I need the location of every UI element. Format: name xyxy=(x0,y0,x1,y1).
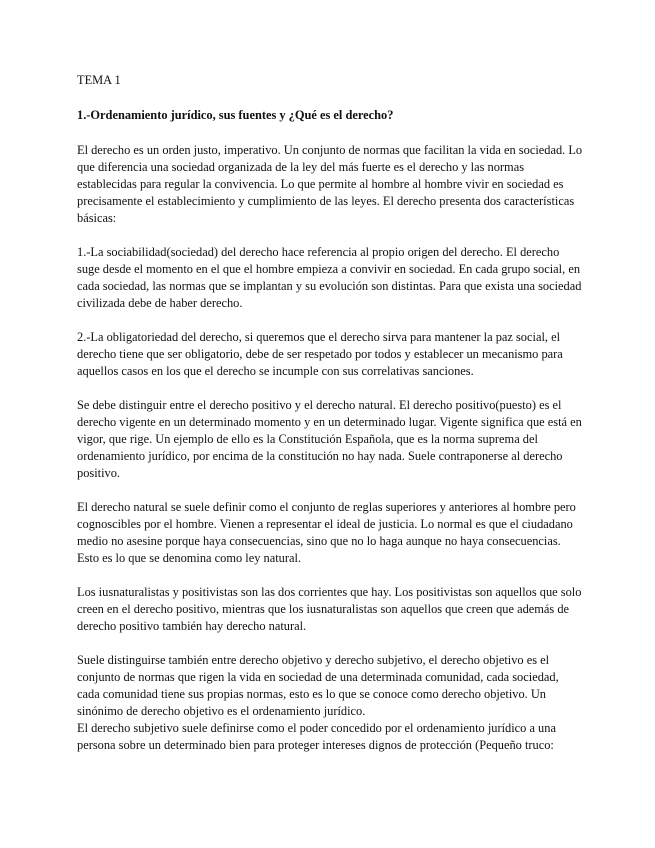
paragraph-derecho-objetivo: Suele distinguirse también entre derecho objetivo y derecho subjetivo, el derecho objetivo es el conjunto de normas que rigen la vida en sociedad de una determinada comunidad, cada sociedad, cada comunidad tiene sus propias normas, esto es lo que se conoce como derecho objetivo. Un sinónimo de derecho objetivo es el ordenamiento jurídico. xyxy=(77,653,559,718)
paragraph-derecho-subjetivo: El derecho subjetivo suele definirse como el poder concedido por el ordenamiento jurídico a una persona sobre un determinado bien para proteger intereses dignos de protección (Pequeño truco: xyxy=(77,721,556,752)
paragraph-intro: El derecho es un orden justo, imperativo. Un conjunto de normas que facilitan la vida en sociedad. Lo que diferencia una sociedad organizada de la ley del más fuerte es el derecho y las normas establecidas para regular la convivencia. Lo que permite al hombre al hombre vivir en sociedad es precisamente el establecimiento y cumplimiento de las leyes. El derecho presenta dos características básicas: xyxy=(77,143,583,225)
paragraph-derecho-natural: El derecho natural se suele definir como el conjunto de reglas superiores y anteriores al hombre pero cognoscibles por el hombre. Vienen a representar el ideal de justicia. Lo normal es que el ciudadano medio no asesine porque haya consecuencias, sino que no lo haga aunque no haya consecuencias. Esto es lo que se denomina como ley natural. xyxy=(77,500,576,565)
tema-heading: TEMA 1 xyxy=(77,73,121,87)
paragraph-corrientes: Los iusnaturalistas y positivistas son las dos corrientes que hay. Los positivistas son aquellos que solo creen en el derecho positivo, mientras que los iusnaturalistas son aquellos que creen que además de derecho positivo también hay derecho natural. xyxy=(77,585,582,633)
paragraph-sociabilidad: 1.-La sociabilidad(sociedad) del derecho hace referencia al propio origen del derecho. El derecho suge desde el momento en el que el hombre empieza a convivir en sociedad. En cada grupo social, en cada sociedad, las normas que se implantan y su evolución son distintas. Para que exista una sociedad civilizada debe de haber derecho. xyxy=(77,245,582,310)
paragraph-derecho-positivo: Se debe distinguir entre el derecho positivo y el derecho natural. El derecho positivo(puesto) es el derecho vigente en un determinado momento y en un determinado lugar. Vigente significa que está en vigor, que rige. Un ejemplo de ello es la Constitución Española, que es la norma suprema del ordenamiento jurídico, por encima de la constitución no hay nada. Suele contraponerse al derecho positivo. xyxy=(77,398,582,480)
document-page xyxy=(77,72,583,754)
section-title: 1.-Ordenamiento jurídico, sus fuentes y ¿Qué es el derecho? xyxy=(77,108,394,122)
paragraph-obligatoriedad: 2.-La obligatoriedad del derecho, si queremos que el derecho sirva para mantener la paz social, el derecho tiene que ser obligatorio, debe de ser respetado por todos y establecer un mecanismo para aquellos casos en los que el derecho se incumple con sus correlativas sanciones. xyxy=(77,330,563,378)
